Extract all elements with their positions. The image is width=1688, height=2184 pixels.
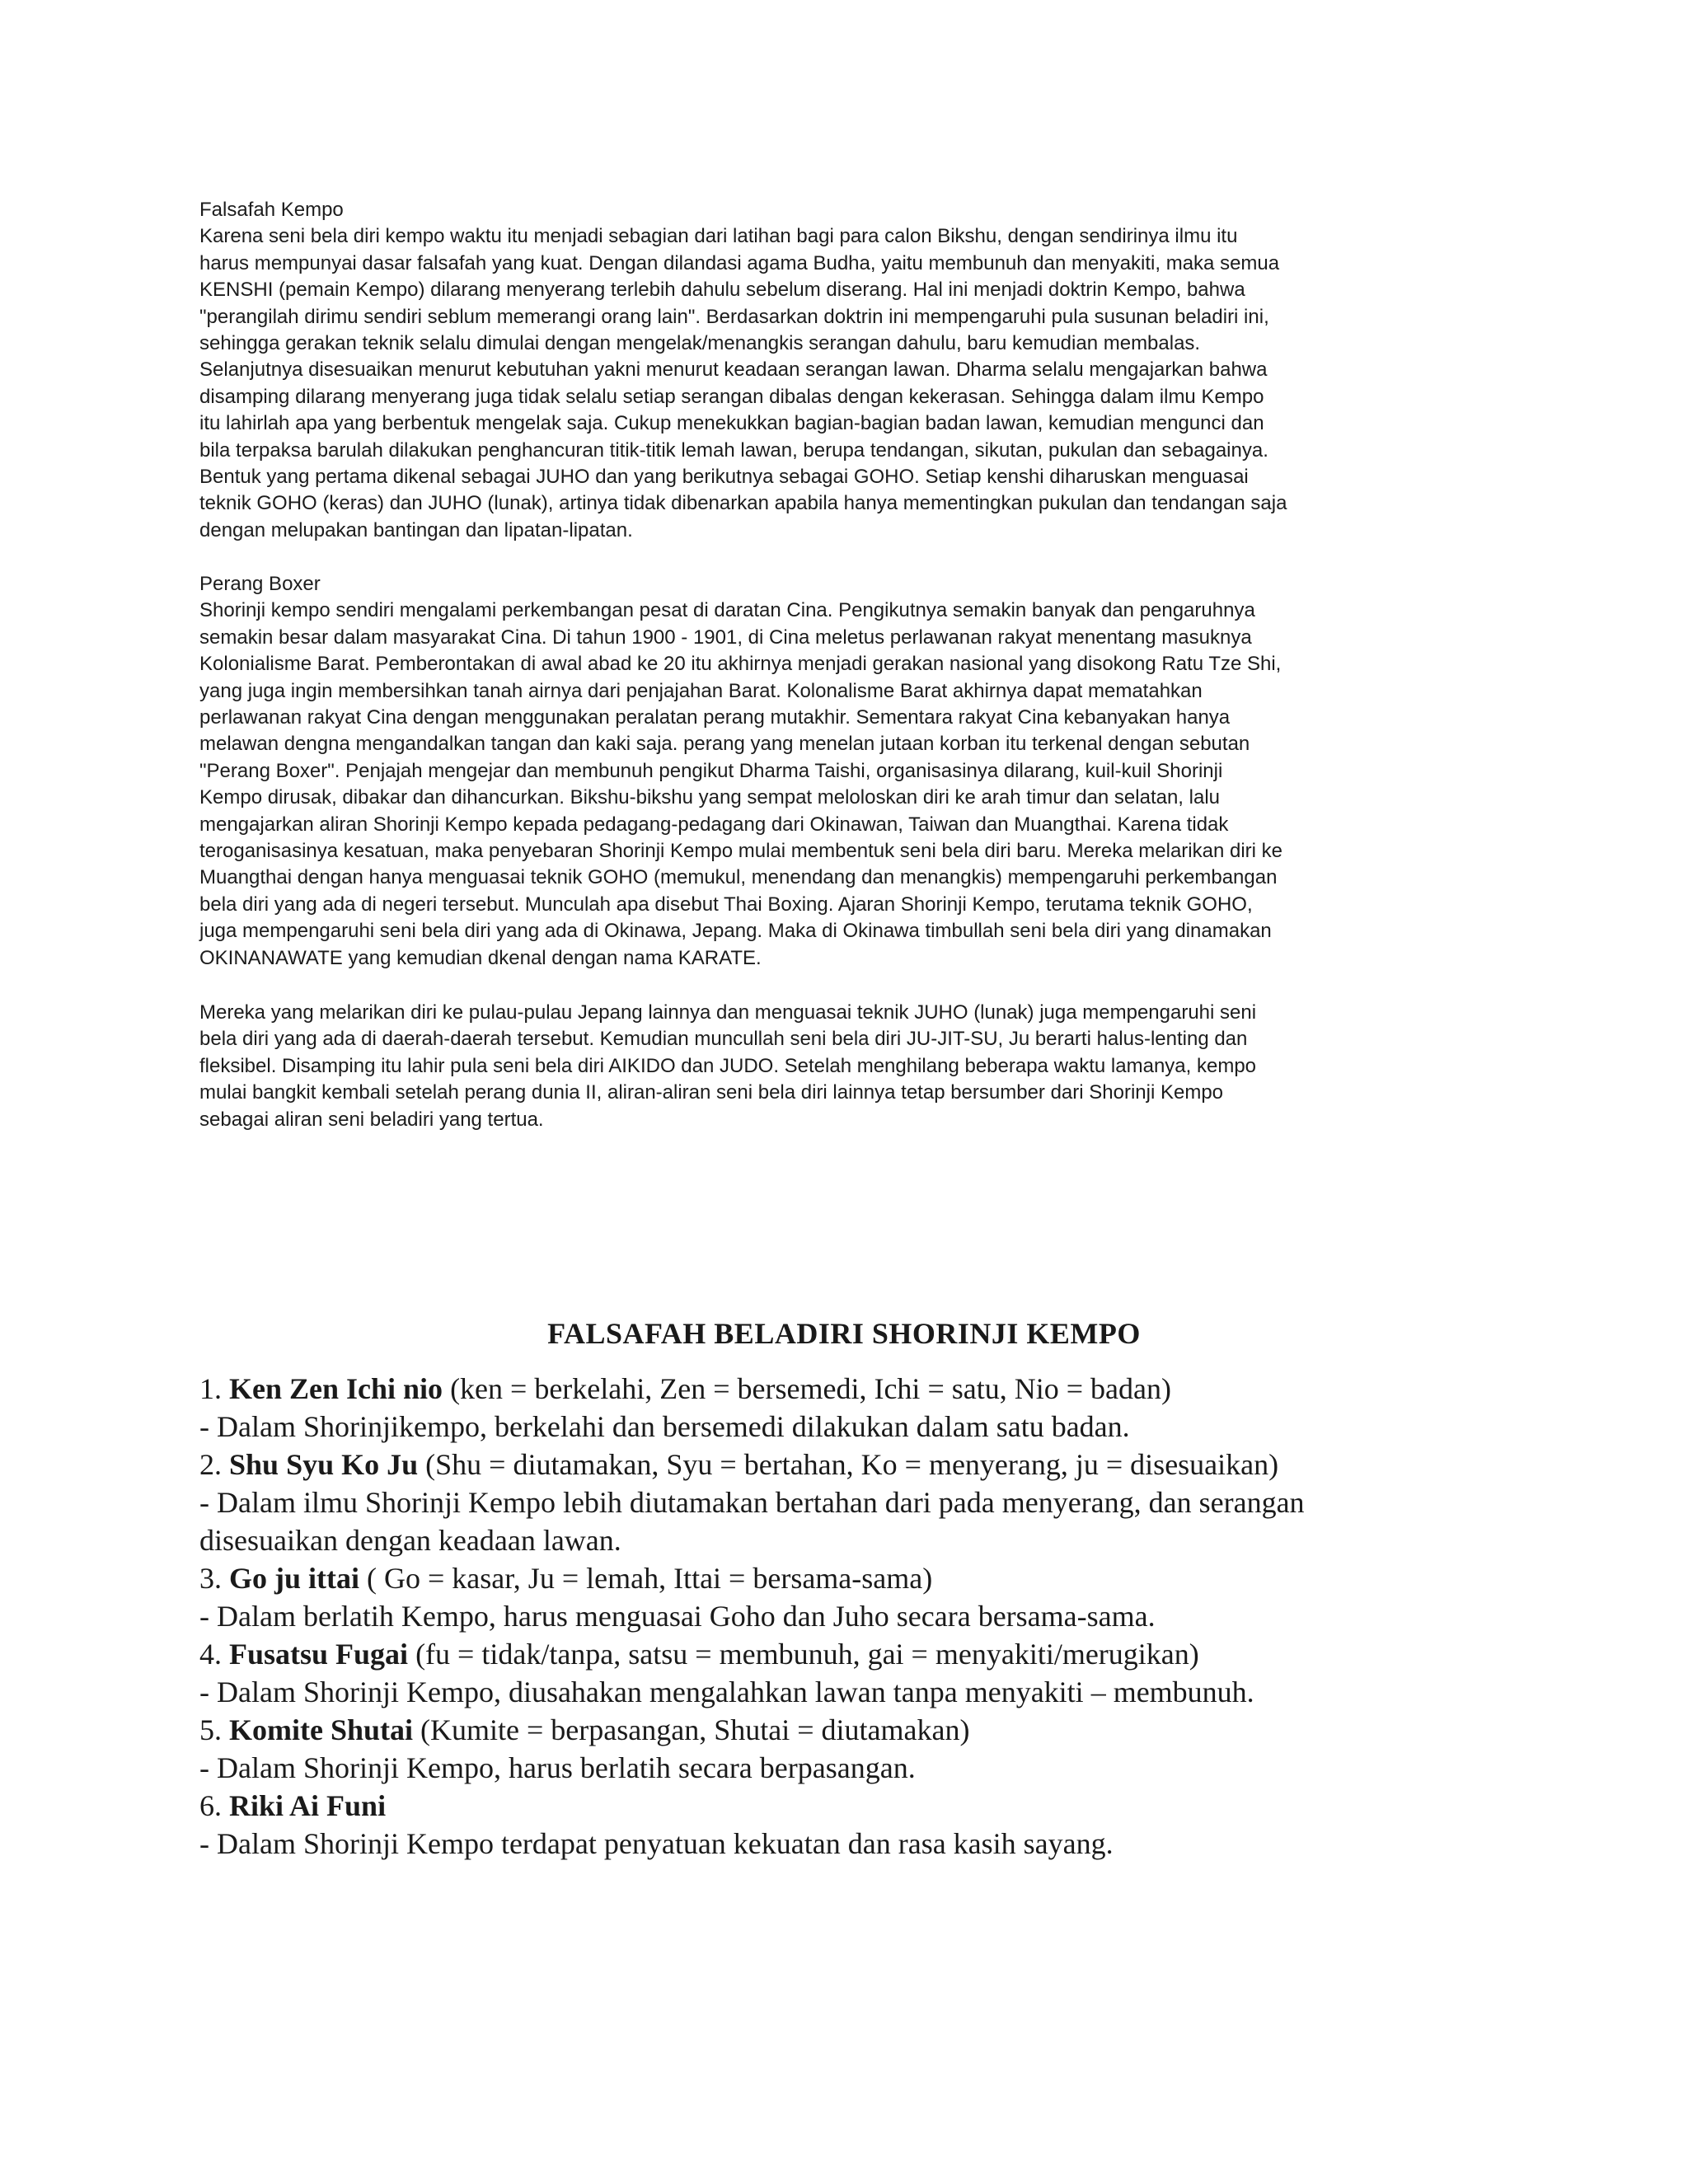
paragraph-line: Selanjutnya disesuaikan menurut kebutuhan yakni menurut keadaan serangan lawan. Dharma selalu mengajarkan bahwa	[199, 359, 1268, 382]
principle-item-6	[199, 1787, 1518, 1825]
principle-term: Ken Zen Ichi nio	[229, 1372, 443, 1405]
principle-meaning: (Shu = diutamakan, Syu = bertahan, Ko = menyerang, ju = disesuaikan)	[425, 1448, 1279, 1481]
principle-item-5	[199, 1711, 1518, 1749]
paragraph-line: yang juga ingin membersihkan tanah airnya dari penjajahan Barat. Kolonalisme Barat akhirnya dapat mematahkan	[199, 679, 1203, 702]
principle-term: Fusatsu Fugai	[229, 1638, 409, 1671]
principle-meaning: (ken = berkelahi, Zen = bersemedi, Ichi = satu, Nio = badan)	[450, 1372, 1171, 1405]
principle-term: Go ju ittai	[229, 1562, 359, 1595]
paragraph-line: Karena seni bela diri kempo waktu itu menjadi sebagian dari latihan bagi para calon Bikshu, dengan sendirinya ilmu itu	[199, 225, 1238, 248]
paragraph-line: OKINANAWATE yang kemudian dkenal dengan nama KARATE.	[199, 946, 762, 969]
paragraph-line: "perangilah dirimu sendiri seblum memerangi orang lain". Berdasarkan doktrin ini mempengaruhi pula susunan beladiri ini,	[199, 305, 1269, 328]
principle-explanation: - Dalam Shorinjikempo, berkelahi dan bersemedi dilakukan dalam satu badan.	[199, 1410, 1130, 1443]
paragraph-line: Shorinji kempo sendiri mengalami perkembangan pesat di daratan Cina. Pengikutnya semakin banyak dan pengaruhnya	[199, 599, 1255, 622]
principle-number: 3.	[199, 1562, 222, 1595]
paragraph-line: perlawanan rakyat Cina dengan menggunakan peralatan perang mutakhir. Sementara rakyat Cina kebanyakan hanya	[199, 706, 1231, 729]
principle-term: Shu Syu Ko Ju	[229, 1448, 419, 1481]
principle-explanation: - Dalam ilmu Shorinji Kempo lebih diutamakan bertahan dari pada menyerang, dan serangan	[199, 1486, 1305, 1519]
section-heading: Falsafah Kempo	[199, 199, 344, 221]
paragraph-line: fleksibel. Disamping itu lahir pula seni bela diri AIKIDO dan JUDO. Setelah menghilang beberapa waktu lamanya, kempo	[199, 1054, 1257, 1077]
principle-number: 4.	[199, 1638, 222, 1671]
section-falsafah-kempo	[199, 197, 1502, 544]
principle-item-3	[199, 1559, 1518, 1597]
principle-term: Komite Shutai	[229, 1713, 414, 1746]
paragraph-line: harus mempunyai dasar falsafah yang kuat. Dengan dilandasi agama Budha, yaitu membunuh dan menyakiti, maka semua	[199, 251, 1280, 274]
paragraph-line: Bentuk yang pertama dikenal sebagai JUHO dan yang berikutnya sebagai GOHO. Setiap kenshi diharuskan menguasai	[199, 466, 1249, 489]
paragraph-line: itu lahirlah apa yang berbentuk mengelak saja. Cukup menekukkan bagian-bagian badan lawan, kemudian mengunci dan	[199, 412, 1264, 435]
principle-item-1	[199, 1370, 1518, 1408]
paragraph-line: Mereka yang melarikan diri ke pulau-pulau Jepang lainnya dan menguasai teknik JUHO (lunak) juga mempengaruhi seni	[199, 1001, 1257, 1024]
principle-explanation: - Dalam berlatih Kempo, harus menguasai Goho dan Juho secara bersama-sama.	[199, 1600, 1156, 1633]
principle-meaning: ( Go = kasar, Ju = lemah, Ittai = bersama-sama)	[367, 1562, 933, 1595]
paragraph-line: dengan melupakan bantingan dan lipatan-lipatan.	[199, 518, 633, 541]
falsafah-beladiri-list	[199, 1370, 1518, 1863]
paragraph-line: Kolonialisme Barat. Pemberontakan di awal abad ke 20 itu akhirnya menjadi gerakan nasional yang disokong Ratu Tze Shi,	[199, 653, 1282, 676]
section-heading: Perang Boxer	[199, 573, 321, 595]
paragraph-line: KENSHI (pemain Kempo) dilarang menyerang terlebih dahulu sebelum diserang. Hal ini menjadi doktrin Kempo, bahwa	[199, 279, 1245, 302]
paragraph-line: bila terpaksa barulah dilakukan penghancuran titik-titik lemah lawan, berupa tendangan, sikutan, pukulan dan sebagainya.	[199, 438, 1268, 462]
paragraph-line: bela diri yang ada di negeri tersebut. Munculah apa disebut Thai Boxing. Ajaran Shorinji Kempo, terutama teknik GOHO,	[199, 893, 1253, 916]
principle-explanation: disesuaikan dengan keadaan lawan.	[199, 1524, 621, 1557]
paragraph-line: mulai bangkit kembali setelah perang dunia II, aliran-aliran seni bela diri lainnya tetap bersumber dari Shorinji Kempo	[199, 1081, 1224, 1104]
principle-item-4	[199, 1635, 1518, 1673]
principle-explanation: - Dalam Shorinji Kempo terdapat penyatuan kekuatan dan rasa kasih sayang.	[199, 1827, 1114, 1860]
section-perang-boxer	[199, 571, 1502, 972]
principle-term: Riki Ai Funi	[229, 1789, 387, 1822]
paragraph-line: teknik GOHO (keras) dan JUHO (lunak), artinya tidak dibenarkan apabila hanya mementingkan pukulan dan tendangan saja	[199, 492, 1287, 515]
paragraph-line: melawan dengna mengandalkan tangan dan kaki saja. perang yang menelan jutaan korban itu terkenal dengan sebutan	[199, 733, 1250, 756]
principle-item-2	[199, 1446, 1518, 1483]
paragraph-line: semakin besar dalam masyarakat Cina. Di tahun 1900 - 1901, di Cina meletus perlawanan rakyat menentang masuknya	[199, 626, 1252, 649]
paragraph-line: juga mempengaruhi seni bela diri yang ada di Okinawa, Jepang. Maka di Okinawa timbullah seni bela diri yang dinamakan	[199, 920, 1272, 943]
principle-number: 6.	[199, 1789, 222, 1822]
paragraph-line: bela diri yang ada di daerah-daerah tersebut. Kemudian muncullah seni bela diri JU-JIT-SU, Ju berarti halus-lenting dan	[199, 1028, 1248, 1051]
falsafah-beladiri-title: FALSAFAH BELADIRI SHORINJI KEMPO	[547, 1317, 1141, 1350]
principle-number: 5.	[199, 1713, 222, 1746]
paragraph-line: teroganisasinya kesatuan, maka penyebaran Shorinji Kempo mulai membentuk seni bela diri baru. Mereka melarikan diri ke	[199, 840, 1283, 863]
paragraph-line: mengajarkan aliran Shorinji Kempo kepada pedagang-pedagang dari Okinawan, Taiwan dan Muangthai. Karena tidak	[199, 813, 1229, 836]
paragraph-line: Kempo dirusak, dibakar dan dihancurkan. Bikshu-bikshu yang sempat meloloskan diri ke arah timur dan selatan, lalu	[199, 786, 1221, 809]
principle-meaning: (fu = tidak/tanpa, satsu = membunuh, gai = menyakiti/merugikan)	[415, 1638, 1199, 1671]
principle-number: 1.	[199, 1372, 222, 1405]
paragraph-line: sehingga gerakan teknik selalu dimulai dengan mengelak/menangkis serangan dahulu, baru kemudian membalas.	[199, 332, 1201, 355]
principle-explanation: - Dalam Shorinji Kempo, harus berlatih secara berpasangan.	[199, 1751, 916, 1784]
principle-explanation: - Dalam Shorinji Kempo, diusahakan mengalahkan lawan tanpa menyakiti – membunuh.	[199, 1675, 1254, 1708]
paragraph-line: sebagai aliran seni beladiri yang tertua.	[199, 1108, 544, 1131]
principle-number: 2.	[199, 1448, 222, 1481]
paragraph-line: disamping dilarang menyerang juga tidak selalu setiap serangan dibalas dengan kekerasan. Sehingga dalam ilmu Kempo	[199, 385, 1264, 408]
paragraph-line: "Perang Boxer". Penjajah mengejar dan membunuh pengikut Dharma Taishi, organisasinya dilarang, kuil-kuil Shorinji	[199, 759, 1223, 782]
section-mereka	[199, 1000, 1502, 1133]
principle-meaning: (Kumite = berpasangan, Shutai = diutamakan)	[420, 1713, 970, 1746]
paragraph-line: Muangthai dengan hanya menguasai teknik GOHO (memukul, menendang dan menangkis) mempengaruhi perkembangan	[199, 866, 1278, 889]
